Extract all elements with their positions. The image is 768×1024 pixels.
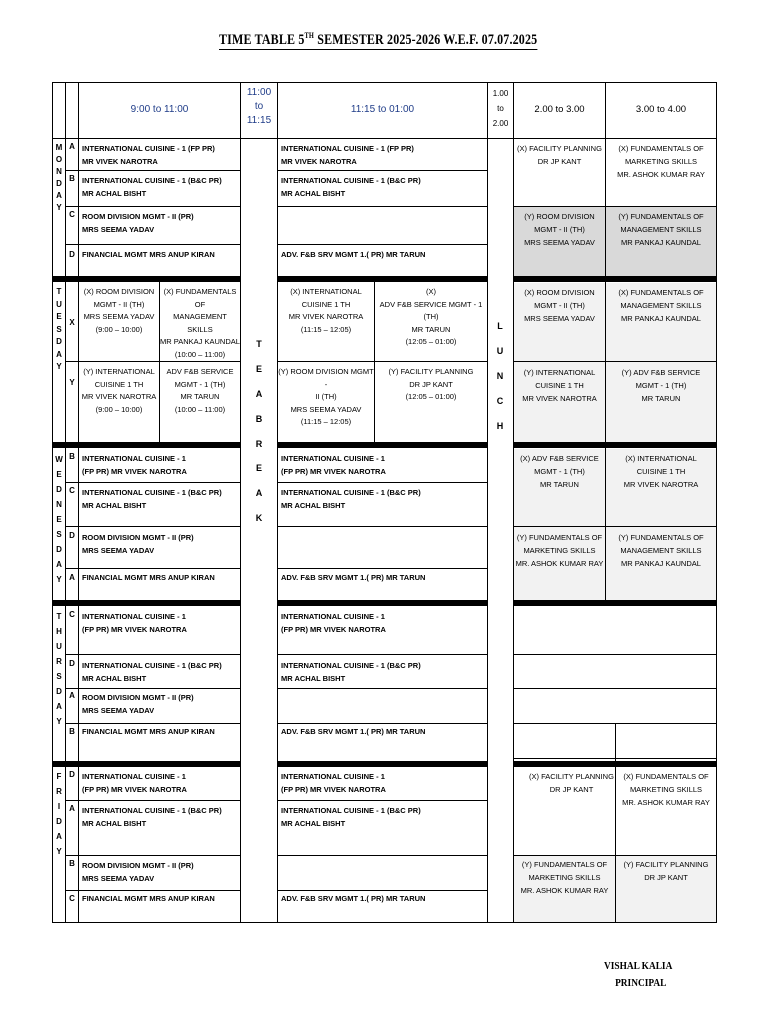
- wednesday-c-s1: INTERNATIONAL CUISINE - 1 (B&C PR) MR ACHAL BISHT: [82, 488, 222, 510]
- friday-c-s1: FINANCIAL MGMT MRS ANUP KIRAN: [82, 894, 215, 903]
- wednesday-s4-bot: (Y) FUNDAMENTALS OF MANAGEMENT SKILLS MR PANKAJ KAUNDAL: [618, 533, 704, 568]
- tea-break-label: T E A B R E A K: [255, 339, 263, 524]
- thursday-group-d: D: [69, 659, 75, 668]
- tuesday-y-s2b: (Y) FACILITY PLANNING DR JP KANT (12:05 – 01:00): [388, 367, 474, 401]
- friday-s4-top: (X) FUNDAMENTALS OF MARKETING SKILLS MR. ASHOK KUMAR RAY: [622, 772, 710, 807]
- friday-d-s1: INTERNATIONAL CUISINE - 1 (FP PR) MR VIVEK NAROTRA: [82, 772, 187, 794]
- monday-d-s2: ADV. F&B SRV MGMT 1.( PR) MR TARUN: [281, 250, 426, 259]
- friday-b-s1: ROOM DIVISION MGMT - II (PR) MRS SEEMA YADAV: [82, 861, 194, 883]
- signature-block: [604, 958, 672, 992]
- tuesday-y-s1b: ADV F&B SERVICE MGMT - 1 (TH) MR TARUN (10:00 – 11:00): [166, 367, 234, 414]
- wednesday-group-a: A: [69, 573, 75, 582]
- tuesday-x-s3: (X) ROOM DIVISION MGMT - II (TH) MRS SEEMA YADAV: [524, 288, 595, 323]
- wednesday-group-b: B: [69, 452, 75, 461]
- monday-group-b: B: [69, 174, 75, 183]
- wednesday-s4-top: (X) INTERNATIONAL CUISINE 1 TH MR VIVEK NAROTRA: [623, 454, 699, 489]
- wednesday-s3-top: (X) ADV F&B SERVICE MGMT - 1 (TH) MR TARUN: [520, 454, 599, 489]
- monday-group-d: D: [69, 250, 75, 259]
- friday-group-b: B: [69, 859, 75, 868]
- title-suffix: SEMESTER 2025-2026 W.E.F. 07.07.2025: [314, 32, 538, 48]
- monday-s4-top: (X) FUNDAMENTALS OF MARKETING SKILLS MR. ASHOK KUMAR RAY: [617, 144, 705, 179]
- monday-c-s1: ROOM DIVISION MGMT - II (PR) MRS SEEMA YADAV: [82, 212, 194, 234]
- monday-s3-top: (X) FACILITY PLANNING DR JP KANT: [517, 144, 602, 166]
- tuesday-y-s2a: (Y) ROOM DIVISION MGMT - II (TH) MRS SEEMA YADAV (11:15 – 12:05): [278, 367, 374, 426]
- monday-a-s2: INTERNATIONAL CUISINE - 1 (FP PR) MR VIVEK NAROTRA: [281, 144, 414, 166]
- tuesday-x-s1b: (X) FUNDAMENTALS OF MANAGEMENT SKILLS MR PANKAJ KAUNDAL (10:00 – 11:00): [160, 287, 240, 359]
- wednesday-b-s1: INTERNATIONAL CUISINE - 1 (FP PR) MR VIVEK NAROTRA: [82, 454, 187, 476]
- header-slot-9-11: 9:00 to 11:00: [130, 104, 189, 115]
- day-tuesday: T U E S D A Y: [56, 287, 62, 371]
- lunch-break-label: L U N C H: [496, 321, 504, 431]
- wednesday-a-s2: ADV. F&B SRV MGMT 1.( PR) MR TARUN: [281, 573, 426, 582]
- thursday-d-s2: INTERNATIONAL CUISINE - 1 (B&C PR) MR ACHAL BISHT: [281, 661, 421, 683]
- title-prefix: TIME TABLE 5: [219, 32, 305, 48]
- tuesday-x-s2b: (X) ADV F&B SERVICE MGMT - 1 (TH) MR TARUN (12:05 – 01:00): [379, 287, 483, 346]
- header-tea-slot: 11:00 to 11:15: [246, 87, 272, 126]
- day-friday: F R I D A Y: [56, 772, 62, 856]
- tuesday-x-s2a: (X) INTERNATIONAL CUISINE 1 TH MR VIVEK NAROTRA (11:15 – 12:05): [288, 287, 364, 334]
- thursday-a-s1: ROOM DIVISION MGMT - II (PR) MRS SEEMA YADAV: [82, 693, 194, 715]
- monday-group-a: A: [69, 142, 75, 151]
- thursday-group-b: B: [69, 727, 75, 736]
- monday-group-c: C: [69, 210, 75, 219]
- tuesday-x-s4: (X) FUNDAMENTALS OF MANAGEMENT SKILLS MR PANKAJ KAUNDAL: [618, 288, 704, 323]
- friday-c-s2: ADV. F&B SRV MGMT 1.( PR) MR TARUN: [281, 894, 426, 903]
- tuesday-y-s4: (Y) ADV F&B SERVICE MGMT - 1 (TH) MR TARUN: [621, 368, 701, 403]
- wednesday-a-s1: FINANCIAL MGMT MRS ANUP KIRAN: [82, 573, 215, 582]
- thursday-b-s2: ADV. F&B SRV MGMT 1.( PR) MR TARUN: [281, 727, 426, 736]
- friday-d-s2: INTERNATIONAL CUISINE - 1 (FP PR) MR VIVEK NAROTRA: [281, 772, 386, 794]
- wednesday-c-s2: INTERNATIONAL CUISINE - 1 (B&C PR) MR ACHAL BISHT: [281, 488, 421, 510]
- friday-s4-bot: (Y) FACILITY PLANNING DR JP KANT: [623, 860, 709, 882]
- thursday-b-s1: FINANCIAL MGMT MRS ANUP KIRAN: [82, 727, 215, 736]
- title-superscript: TH: [304, 31, 315, 40]
- friday-a-s2: INTERNATIONAL CUISINE - 1 (B&C PR) MR ACHAL BISHT: [281, 806, 421, 828]
- principal-title: PRINCIPAL: [615, 977, 667, 989]
- header-slot-2-3: 2.00 to 3.00: [534, 104, 585, 115]
- wednesday-s3-bot: (Y) FUNDAMENTALS OF MARKETING SKILLS MR. ASHOK KUMAR RAY: [515, 533, 604, 568]
- friday-group-d: D: [69, 770, 75, 779]
- thursday-d-s1: INTERNATIONAL CUISINE - 1 (B&C PR) MR ACHAL BISHT: [82, 661, 222, 683]
- thursday-group-c: C: [69, 610, 75, 619]
- monday-a-s1: INTERNATIONAL CUISINE - 1 (FP PR) MR VIVEK NAROTRA: [82, 144, 215, 166]
- thursday-c-s1: INTERNATIONAL CUISINE - 1 (FP PR) MR VIVEK NAROTRA: [82, 612, 187, 634]
- friday-group-c: C: [69, 894, 75, 903]
- wednesday-group-d: D: [69, 531, 75, 540]
- monday-d-s1: FINANCIAL MGMT MRS ANUP KIRAN: [82, 250, 215, 259]
- friday-s3-bot: (Y) FUNDAMENTALS OF MARKETING SKILLS MR. ASHOK KUMAR RAY: [520, 860, 609, 895]
- principal-name: VISHAL KALIA: [604, 960, 673, 972]
- day-wednesday: W E D N E S D A Y: [55, 455, 63, 584]
- friday-group-a: A: [69, 804, 75, 813]
- friday-s3-top: (X) FACILITY PLANNING DR JP KANT: [529, 772, 614, 794]
- monday-s4-bot: (Y) FUNDAMENTALS OF MANAGEMENT SKILLS MR PANKAJ KAUNDAL: [618, 212, 704, 247]
- monday-b-s1: INTERNATIONAL CUISINE - 1 (B&C PR) MR ACHAL BISHT: [82, 176, 222, 198]
- tuesday-group-x: X: [69, 318, 75, 327]
- day-monday: M O N D A Y: [55, 143, 63, 212]
- wednesday-group-c: C: [69, 486, 75, 495]
- monday-b-s2: INTERNATIONAL CUISINE - 1 (B&C PR) MR ACHAL BISHT: [281, 176, 421, 198]
- wednesday-b-s2: INTERNATIONAL CUISINE - 1 (FP PR) MR VIVEK NAROTRA: [281, 454, 386, 476]
- tuesday-y-s1a: (Y) INTERNATIONAL CUISINE 1 TH MR VIVEK NAROTRA (9:00 – 10:00): [81, 367, 157, 414]
- tuesday-y-s3: (Y) INTERNATIONAL CUISINE 1 TH MR VIVEK NAROTRA: [522, 368, 597, 403]
- header-slot-3-4: 3.00 to 4.00: [635, 104, 687, 115]
- day-thursday: T H U R S D A Y: [56, 612, 62, 726]
- thursday-group-a: A: [69, 691, 75, 700]
- thursday-c-s2: INTERNATIONAL CUISINE - 1 (FP PR) MR VIVEK NAROTRA: [281, 612, 386, 634]
- friday-a-s1: INTERNATIONAL CUISINE - 1 (B&C PR) MR ACHAL BISHT: [82, 806, 222, 828]
- header-slot-1115-01: 11:15 to 01:00: [350, 104, 415, 115]
- tuesday-x-s1a: (X) ROOM DIVISION MGMT - II (TH) MRS SEEMA YADAV (9:00 – 10:00): [83, 287, 155, 334]
- wednesday-d-s1: ROOM DIVISION MGMT - II (PR) MRS SEEMA YADAV: [82, 533, 194, 555]
- header-lunch-slot: 1.00 to 2.00: [492, 89, 509, 128]
- monday-s3-bot: (Y) ROOM DIVISION MGMT - II (TH) MRS SEEMA YADAV: [524, 212, 595, 247]
- tuesday-group-y: Y: [69, 378, 75, 387]
